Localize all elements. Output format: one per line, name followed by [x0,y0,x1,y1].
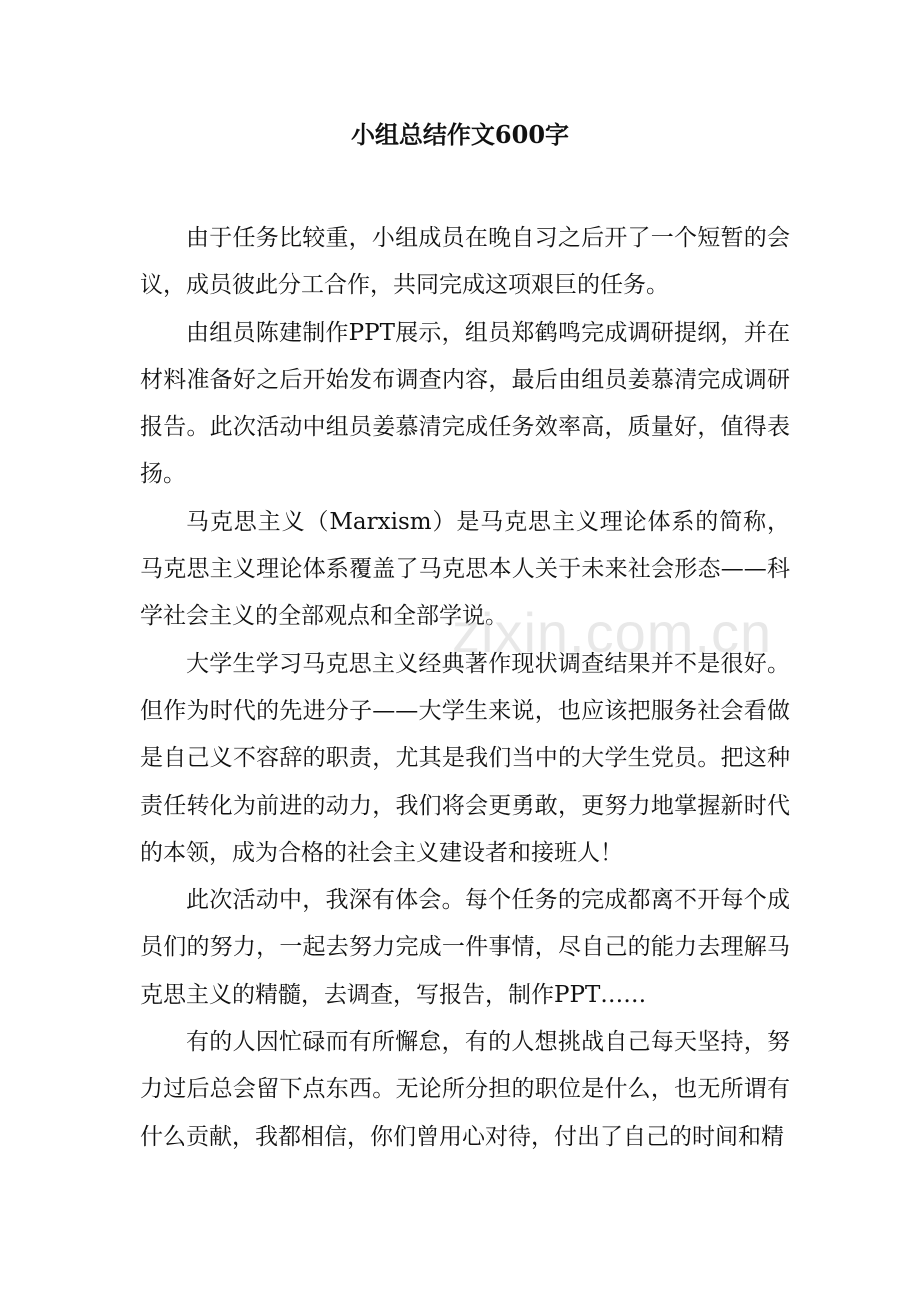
paragraph-4: 大学生学习马克思主义经典著作现状调查结果并不是很好。但作为时代的先进分子——大学生来说，也应该把服务社会看做是自己义不容辞的职责，尤其是我们当中的大学生党员。把这种责任转化为前进的动力，我们将会更勇敢，更努力地掌握新时代的本领，成为合格的社会主义建设者和接班人！ [140,650,790,866]
paragraph-5: 此次活动中，我深有体会。每个任务的完成都离不开每个成员们的努力，一起去努力完成一件事情，尽自己的能力去理解马克思主义的精髓，去调查，写报告，制作PPT…… [140,887,790,1008]
document-title: 小组总结作文600字 [350,120,570,149]
paragraph-1: 由于任务比较重，小组成员在晚自习之后开了一个短暂的会议，成员彼此分工合作，共同完成这项艰巨的任务。 [140,225,790,299]
paragraph-6: 有的人因忙碌而有所懈怠，有的人想挑战自己每天坚持，努力过后总会留下点东西。无论所分担的职位是什么，也无所谓有什么贡献，我都相信，你们曾用心对待，付出了自己的时间和精 [140,1029,790,1150]
site-watermark: zixin.com.cn [452,601,773,664]
paragraph-3: 马克思主义（Marxism）是马克思主义理论体系的简称，马克思主义理论体系覆盖了马克思本人关于未来社会形态——科学社会主义的全部观点和全部学说。 [140,508,790,630]
document-body [140,215,790,1161]
paragraph-2: 由组员陈建制作PPT展示，组员郑鹤鸣完成调研提纲，并在材料准备好之后开始发布调查内容，最后由组员姜慕清完成调研报告。此次活动中组员姜慕清完成任务效率高，质量好，值得表扬。 [140,319,790,488]
